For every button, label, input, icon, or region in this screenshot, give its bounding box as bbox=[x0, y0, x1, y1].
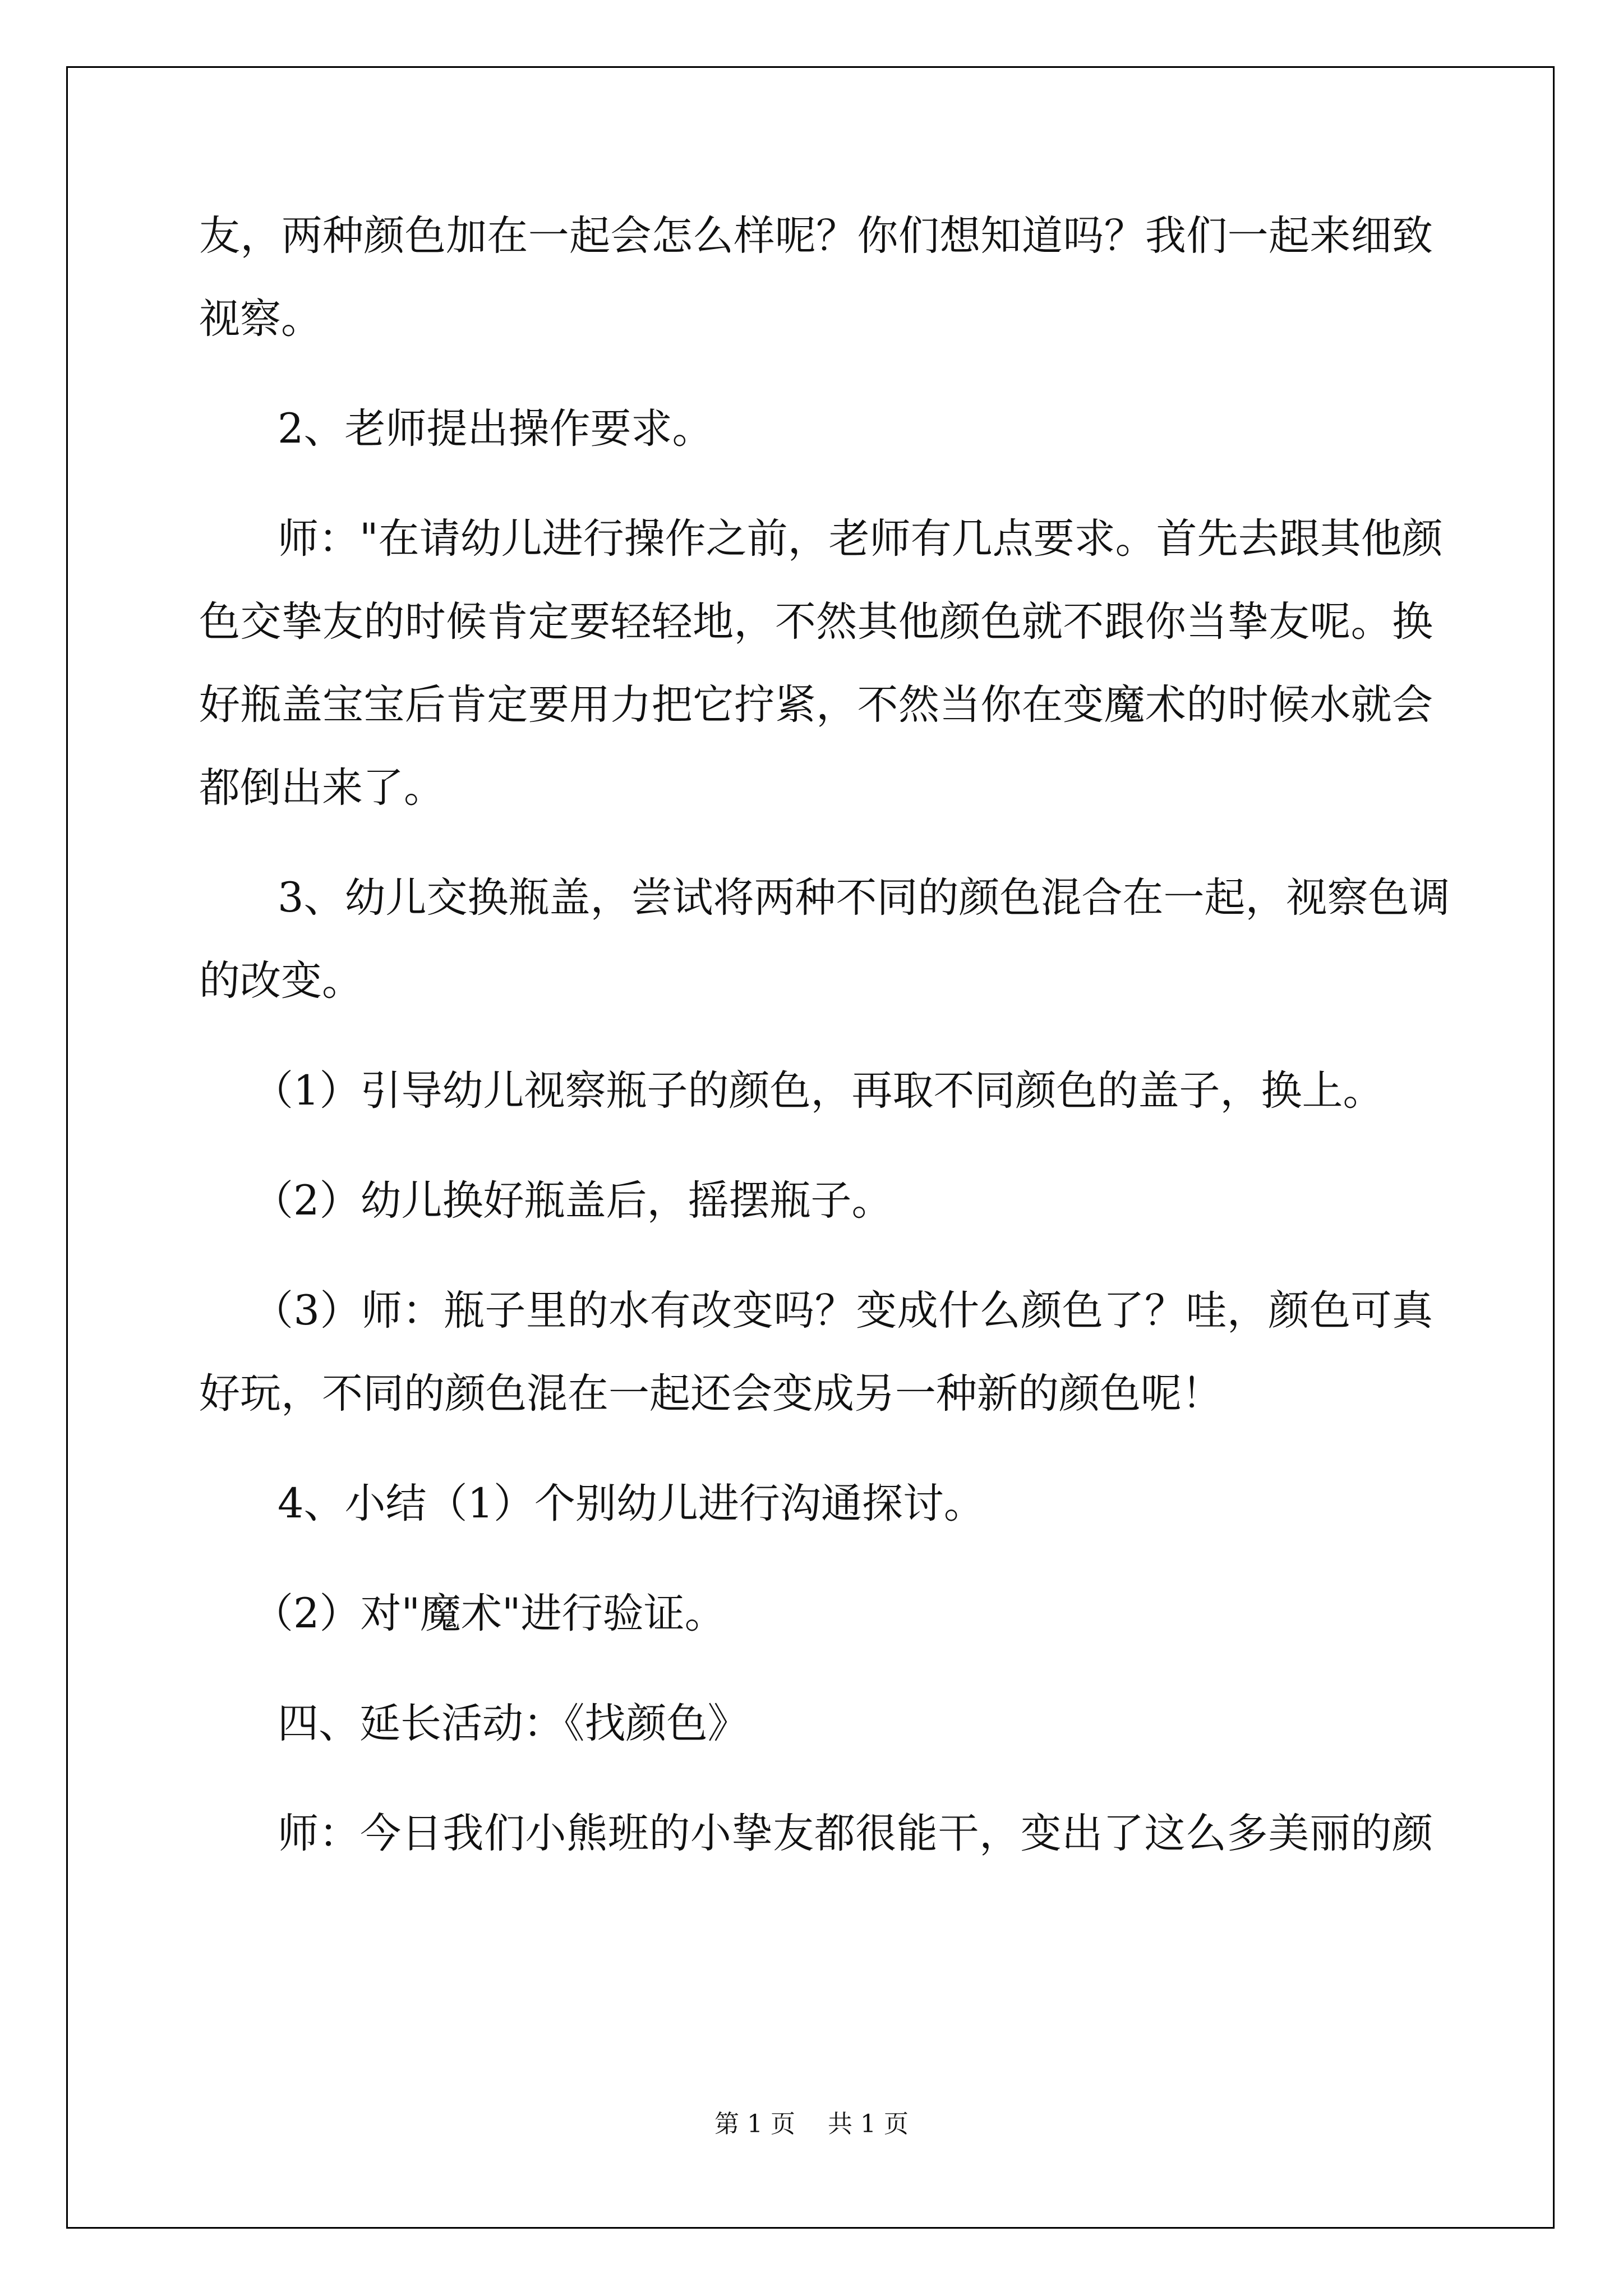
text-line: 色交挚友的时候肯定要轻轻地，不然其他颜色就不跟你当挚友呢。换 bbox=[199, 598, 1433, 646]
text-line: 视察。 bbox=[199, 295, 322, 343]
text-line: 好玩，不同的颜色混在一起还会变成另一种新的颜色呢！ bbox=[199, 1370, 1223, 1418]
text-line: （1）引导幼儿视察瓶子的颜色，再取不同颜色的盖子，换上。 bbox=[252, 1067, 1384, 1115]
text-line: 师：今日我们小熊班的小挚友都很能干，变出了这么多美丽的颜 bbox=[278, 1810, 1433, 1857]
text-line: 3、幼儿交换瓶盖，尝试将两种不同的颜色混合在一起，视察色调 bbox=[278, 874, 1450, 922]
text-line: 的改变。 bbox=[199, 957, 363, 1005]
text-line: 友，两种颜色加在一起会怎么样呢？你们想知道吗？我们一起来细致 bbox=[199, 212, 1433, 260]
text-line: （2）幼儿换好瓶盖后，摇摆瓶子。 bbox=[252, 1177, 893, 1225]
text-line: 4、小结（1）个别幼儿进行沟通探讨。 bbox=[278, 1480, 985, 1527]
text-line: 都倒出来了。 bbox=[199, 764, 445, 812]
text-line: 好瓶盖宝宝后肯定要用力把它拧紧，不然当你在变魔术的时候水就会 bbox=[199, 681, 1433, 729]
page-number: 第 1 页 共 1 页 bbox=[714, 2110, 909, 2138]
page-border bbox=[66, 66, 1555, 2229]
text-line: （2）对"魔术"进行验证。 bbox=[252, 1590, 726, 1637]
text-line: 2、老师提出操作要求。 bbox=[278, 405, 713, 453]
text-line: 四、延长活动：《找颜色》 bbox=[278, 1700, 749, 1747]
text-line: 师："在请幼儿进行操作之前，老师有几点要求。首先去跟其他颜 bbox=[278, 515, 1443, 563]
text-line: （3）师：瓶子里的水有改变吗？变成什么颜色了？哇，颜色可真 bbox=[252, 1287, 1433, 1335]
